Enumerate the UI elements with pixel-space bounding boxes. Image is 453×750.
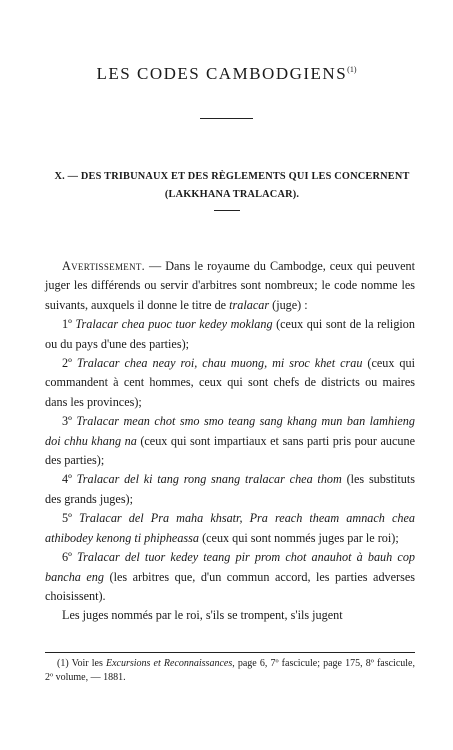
- list-item: 2º Tralacar chea neay roi, chau muong, mi sroc khet crau (ceux qui commandent à cent hommes, ceux qui sont chefs de districts ou maires dans les provinces);: [45, 356, 416, 409]
- page-title: [0, 64, 453, 84]
- section-heading: [52, 168, 412, 204]
- list-item: 3º Tralacar mean chot smo smo teang sang khang mun ban lamhieng doi chhu khang na (ceux qui sont impartiaux et sans parti pris pour aucune des parties);: [45, 414, 415, 468]
- khmer-term: Tralacar chea puoc tuor kedey moklang: [75, 317, 273, 332]
- khmer-term: Tralacar chea neay roi, chau muong, mi sroc khet crau: [76, 356, 363, 371]
- avertissement-label: Avertissement.: [62, 259, 146, 273]
- footnote: (1) Voir les Excursions et Reconnaissances, page 6, 7º fascicule; page 175, 8º fascicule, 2º volume, — 1881.: [45, 658, 415, 683]
- list-item: 6º Tralacar del tuor kedey teang pir prom chot anauhot à bauh cop bancha eng (les arbitres que, d'un commun accord, les parties adverses choisissent).: [45, 550, 416, 603]
- footnote-source: Excursions et Reconnaissances: [106, 658, 233, 669]
- footnote-rule: [45, 652, 415, 653]
- title-footnote-mark: (1): [347, 65, 357, 74]
- avertissement-paragraph: Avertissement. — Dans le royaume du Cambodge, ceux qui peuvent juger les différends ou servir d'arbitres sont nombreux; le code nomme les suivants, auxquels il donne le titre de tralacar (juge) :: [45, 259, 415, 312]
- list-item: 5º Tralacar del Pra maha khsatr, Pra reach theam amnach chea athibodey kenong ti phipheassa (ceux qui sont nommés juges par le roi);: [45, 511, 415, 545]
- section-heading-subtitle: (LAKKHANA TRALACAR).: [164, 189, 300, 200]
- khmer-term: Tralacar mean chot smo smo teang sang khang mun ban lamhieng doi chhu khang na: [45, 414, 415, 448]
- khmer-term: Tralacar del Pra maha khsatr, Pra reach theam amnach chea athibodey kenong ti phipheassa: [45, 511, 415, 545]
- body-text: [45, 257, 415, 626]
- list-item: 1º Tralacar chea puoc tuor kedey moklang (ceux qui sont de la religion ou du pays d'une des parties);: [45, 317, 415, 351]
- section-heading-line: X. — DES TRIBUNAUX ET DES RÈGLEMENTS QUI LES CONCERNENT: [54, 171, 410, 182]
- title-text: LES CODES CAMBODGIENS: [96, 64, 348, 83]
- list-item: 4º Tralacar del ki tang rong snang tralacar chea thom (les substituts des grands juges);: [45, 472, 415, 506]
- section-rule: [214, 210, 240, 211]
- khmer-term: Tralacar del tuor kedey teang pir prom chot anauhot à bauh cop bancha eng: [45, 550, 416, 584]
- khmer-term: Tralacar del ki tang rong snang tralacar chea thom: [76, 472, 342, 487]
- title-rule: [200, 118, 253, 119]
- continuation-line: Les juges nommés par le roi, s'ils se trompent, s'ils jugent: [62, 608, 343, 623]
